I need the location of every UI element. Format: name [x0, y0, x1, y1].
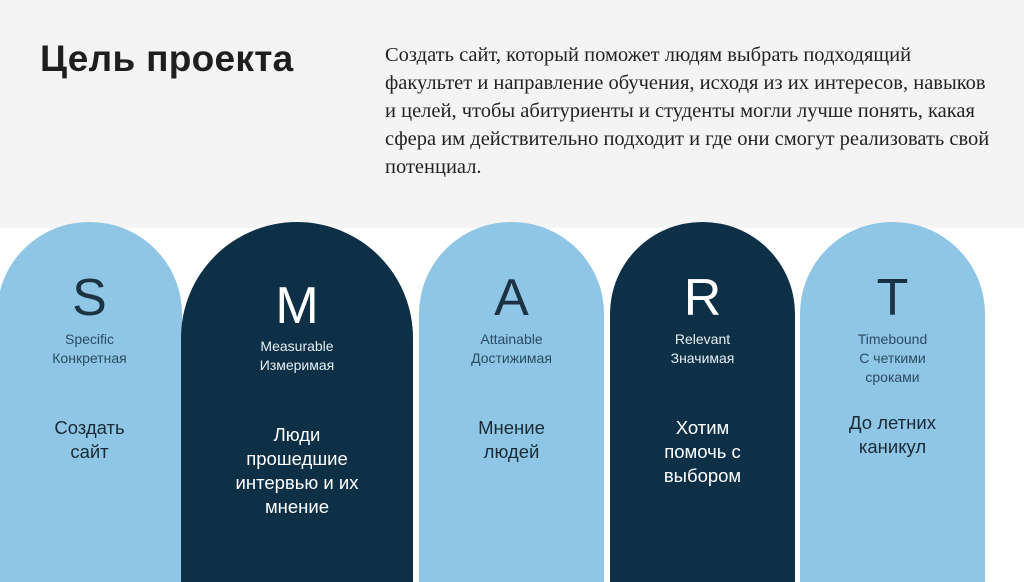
card-subtitle-en: Specific [64, 331, 115, 347]
card-subtitle-ru-2: сроками [865, 369, 920, 385]
card-body-line: Люди [273, 424, 321, 445]
card-subtitle-ru: Достижимая [471, 350, 552, 366]
card-body-line: Хотим [675, 417, 730, 438]
smart-card-s [0, 222, 182, 582]
card-body-line: мнение [264, 496, 330, 517]
card-subtitle-en: Relevant [674, 331, 731, 347]
card-body-line: прошедшие [246, 448, 348, 469]
card-letter: R [683, 269, 722, 327]
card-subtitle-en: Timebound [857, 331, 928, 347]
goal-description: Создать сайт, который поможет людям выбрать подходящий факультет и направление обучения, исходя из их интересов, навыков и целей, чтобы абитуриенты и студенты могли лучше понять, какая сфера им действительно подходит и где они смогут реализовать свой потенциал. [385, 44, 990, 178]
card-letter: S [72, 269, 107, 327]
slide-title: Цель проекта [40, 38, 294, 79]
card-subtitle-ru: С четкими [859, 350, 926, 366]
card-letter: A [494, 269, 529, 327]
card-body-line: сайт [70, 441, 109, 462]
card-subtitle-ru: Измеримая [259, 357, 335, 373]
card-letter: T [876, 269, 909, 327]
smart-card-a [419, 222, 604, 582]
card-body-line: каникул [858, 436, 927, 457]
card-subtitle-ru: Конкретная [52, 350, 127, 366]
smart-card-t [800, 222, 985, 582]
card-body-line: помочь с [664, 441, 741, 462]
card-body-line: До летних [849, 412, 936, 433]
card-body-line: интервью и их [235, 472, 359, 493]
card-subtitle-ru: Значимая [670, 350, 735, 366]
card-body-line: людей [483, 441, 540, 462]
smart-card-m [181, 222, 413, 582]
card-body-line: выбором [663, 465, 742, 486]
card-letter: M [275, 277, 319, 335]
card-body-line: Создать [54, 417, 125, 438]
smart-card-r [610, 222, 795, 582]
card-subtitle-en: Measurable [260, 338, 334, 354]
card-body-line: Мнение [478, 417, 545, 438]
card-subtitle-en: Attainable [480, 331, 543, 347]
